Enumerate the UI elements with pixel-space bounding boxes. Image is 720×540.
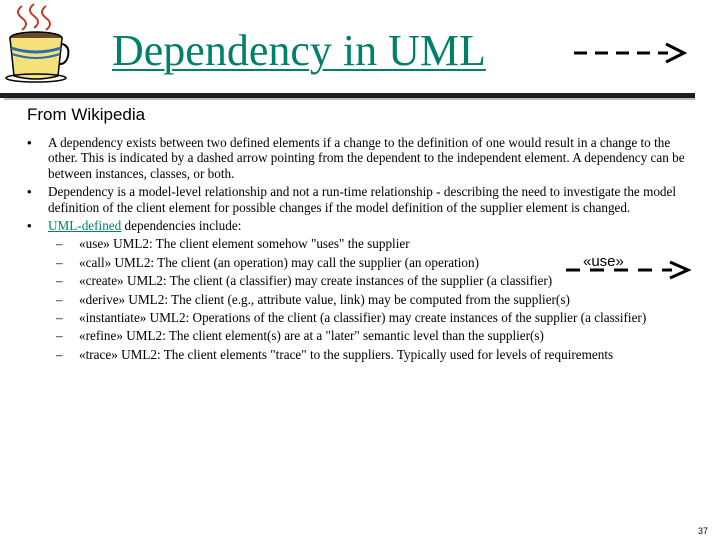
subitem-text: «call» UML2: The client (an operation) may call the supplier (an operation) — [79, 254, 480, 270]
subitem-text: «trace» UML2: The client elements "trace" to the suppliers. Typically used for levels of requirements — [79, 346, 614, 362]
bullet-text: A dependency exists between two defined elements if a change to the definition of one would result in a change to the other. This is indicated by a dashed arrow pointing from the dependent to the independent element. A dependency can be between instances, classes, or both. — [48, 135, 685, 181]
subtitle: From Wikipedia — [27, 105, 146, 124]
dash-marker: – — [56, 291, 63, 307]
bullet-item — [22, 135, 692, 181]
subitem — [22, 236, 692, 251]
subitem-text: «derive» UML2: The client (e.g., attribute value, link) may be computed from the supplier(s) — [79, 291, 570, 307]
use-stereotype-label: «use» — [583, 253, 624, 270]
subitem-text: «refine» UML2: The client element(s) are at a "later" semantic level than the supplier(s) — [79, 328, 544, 344]
bullet-item — [22, 184, 692, 215]
dependency-arrow-icon — [572, 42, 688, 64]
content-area — [22, 135, 692, 365]
dash-marker: – — [56, 273, 63, 289]
bullet-item — [22, 218, 692, 233]
subitem-text: «use» UML2: The client element somehow "uses" the supplier — [79, 236, 410, 252]
title-rule-shadow — [4, 98, 695, 100]
subitem — [22, 292, 692, 307]
subitem — [22, 310, 692, 325]
subitem — [22, 328, 692, 343]
page-title: Dependency in UML — [112, 26, 486, 75]
dash-marker: – — [56, 254, 63, 270]
coffee-cup-icon — [2, 2, 70, 84]
page-number: 37 — [697, 526, 708, 536]
bullet-text: dependencies include: — [121, 218, 242, 234]
bullet-marker: • — [27, 184, 32, 200]
bullet-marker: • — [27, 218, 32, 234]
subitem — [22, 347, 692, 362]
dash-marker: – — [56, 310, 63, 326]
uml-defined-link[interactable]: UML-defined — [48, 218, 122, 234]
subitem-text: «create» UML2: The client (a classifier) may create instances of the supplier (a classifier) — [79, 273, 553, 289]
subitem-text: «instantiate» UML2: Operations of the client (a classifier) may create instances of the supplier (a classifier) — [79, 310, 647, 326]
bullet-marker: • — [27, 135, 32, 150]
dash-marker: – — [56, 328, 63, 344]
bullet-text: Dependency is a model-level relationship and not a run-time relationship - describing the need to investigate the model definition of the client element for possible changes if the model definition of the supplier element is changed. — [48, 184, 677, 215]
dash-marker: – — [56, 346, 63, 362]
dash-marker: – — [56, 236, 63, 252]
